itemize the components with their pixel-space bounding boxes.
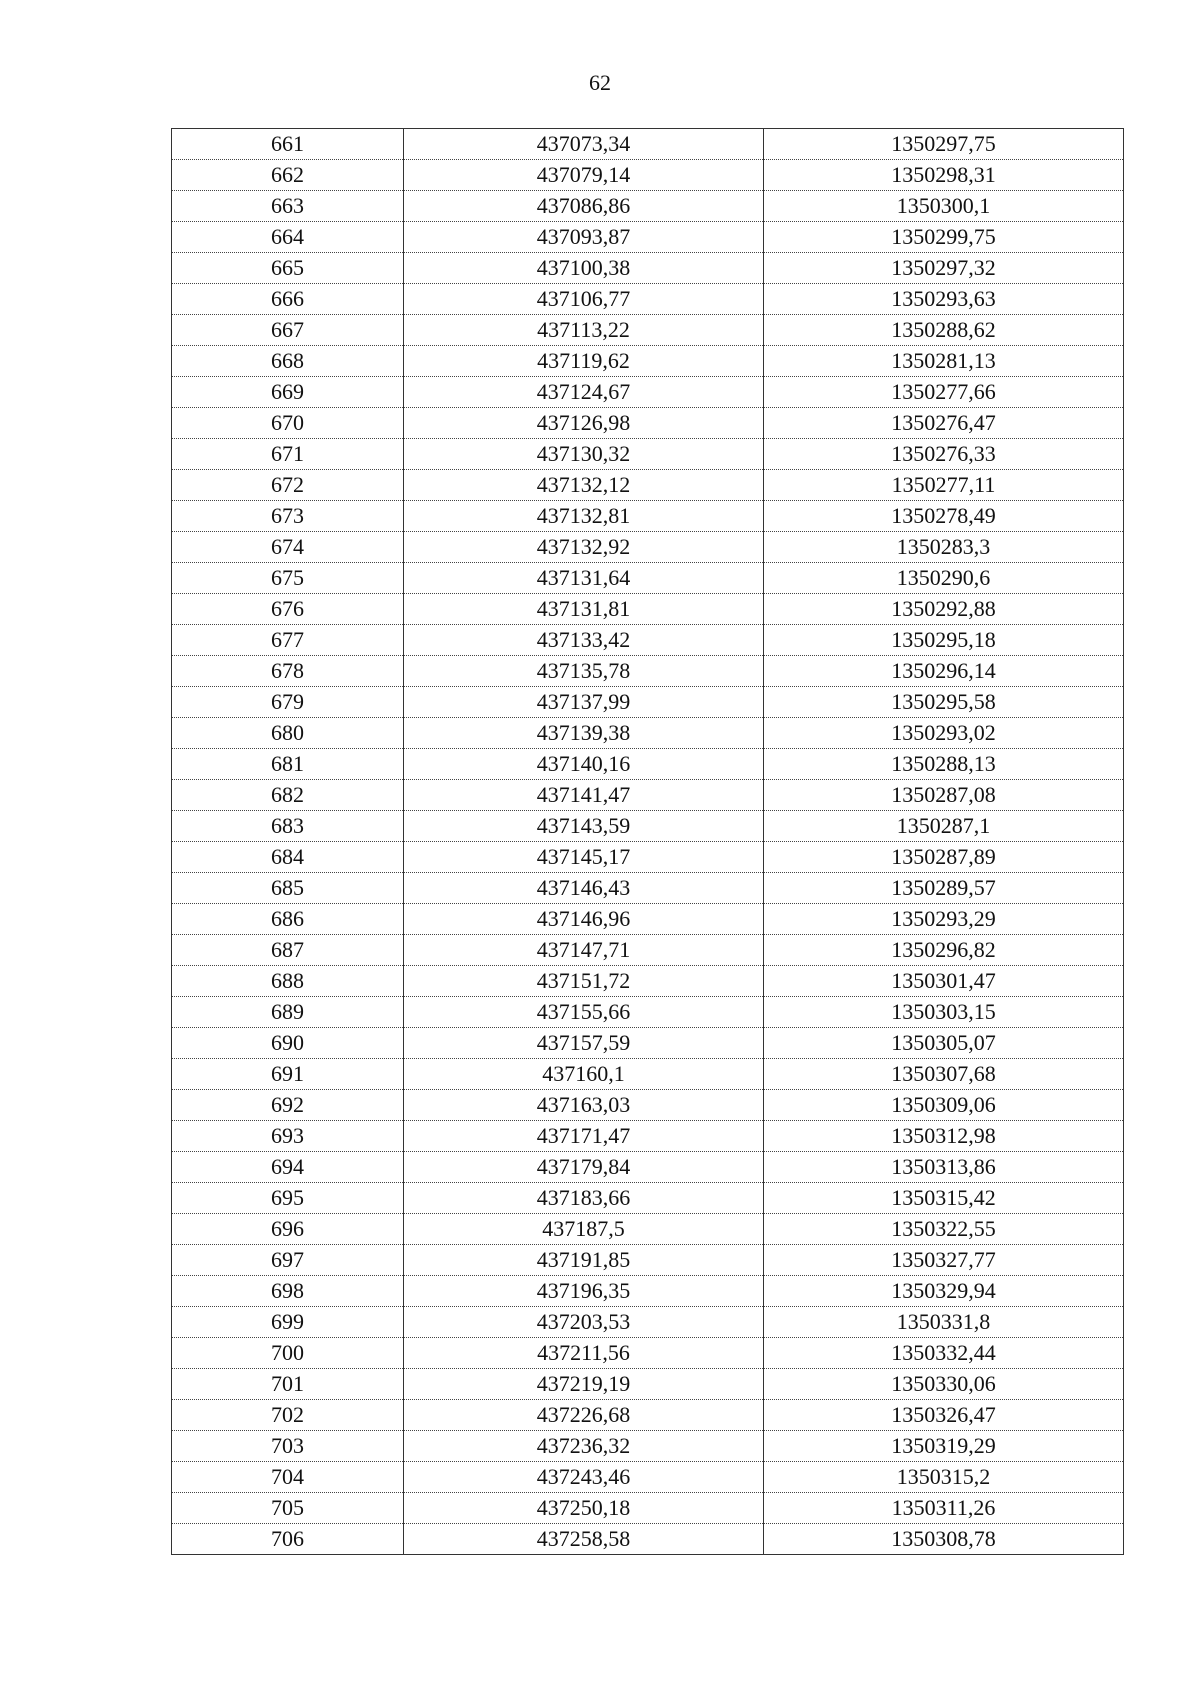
x-coordinate-cell: 437250,18 <box>404 1493 764 1524</box>
point-number-cell: 689 <box>172 997 404 1028</box>
table-row <box>172 129 1124 160</box>
table-row <box>172 1307 1124 1338</box>
table-row <box>172 656 1124 687</box>
y-coordinate-cell: 1350288,13 <box>764 749 1124 780</box>
y-coordinate-cell: 1350308,78 <box>764 1524 1124 1555</box>
point-number-cell: 671 <box>172 439 404 470</box>
table-row <box>172 873 1124 904</box>
y-coordinate-cell: 1350331,8 <box>764 1307 1124 1338</box>
point-number-cell: 681 <box>172 749 404 780</box>
table-row <box>172 625 1124 656</box>
table-row <box>172 1121 1124 1152</box>
point-number-cell: 676 <box>172 594 404 625</box>
y-coordinate-cell: 1350329,94 <box>764 1276 1124 1307</box>
x-coordinate-cell: 437137,99 <box>404 687 764 718</box>
table-row <box>172 780 1124 811</box>
y-coordinate-cell: 1350299,75 <box>764 222 1124 253</box>
point-number-cell: 693 <box>172 1121 404 1152</box>
y-coordinate-cell: 1350295,58 <box>764 687 1124 718</box>
table-row <box>172 1462 1124 1493</box>
y-coordinate-cell: 1350332,44 <box>764 1338 1124 1369</box>
table-row <box>172 842 1124 873</box>
y-coordinate-cell: 1350297,32 <box>764 253 1124 284</box>
point-number-cell: 683 <box>172 811 404 842</box>
table-row <box>172 1028 1124 1059</box>
point-number-cell: 678 <box>172 656 404 687</box>
table-row <box>172 408 1124 439</box>
table-row <box>172 377 1124 408</box>
table-row <box>172 191 1124 222</box>
y-coordinate-cell: 1350301,47 <box>764 966 1124 997</box>
x-coordinate-cell: 437140,16 <box>404 749 764 780</box>
y-coordinate-cell: 1350292,88 <box>764 594 1124 625</box>
x-coordinate-cell: 437135,78 <box>404 656 764 687</box>
point-number-cell: 698 <box>172 1276 404 1307</box>
y-coordinate-cell: 1350293,63 <box>764 284 1124 315</box>
y-coordinate-cell: 1350288,62 <box>764 315 1124 346</box>
coordinates-table-body <box>172 129 1124 1555</box>
table-row <box>172 1152 1124 1183</box>
table-row <box>172 160 1124 191</box>
y-coordinate-cell: 1350293,29 <box>764 904 1124 935</box>
table-row <box>172 935 1124 966</box>
point-number-cell: 706 <box>172 1524 404 1555</box>
x-coordinate-cell: 437171,47 <box>404 1121 764 1152</box>
table-row <box>172 346 1124 377</box>
y-coordinate-cell: 1350297,75 <box>764 129 1124 160</box>
x-coordinate-cell: 437130,32 <box>404 439 764 470</box>
x-coordinate-cell: 437146,96 <box>404 904 764 935</box>
table-row <box>172 687 1124 718</box>
y-coordinate-cell: 1350312,98 <box>764 1121 1124 1152</box>
y-coordinate-cell: 1350305,07 <box>764 1028 1124 1059</box>
point-number-cell: 675 <box>172 563 404 594</box>
table-row <box>172 501 1124 532</box>
x-coordinate-cell: 437160,1 <box>404 1059 764 1090</box>
coordinates-table <box>171 128 1124 1555</box>
x-coordinate-cell: 437145,17 <box>404 842 764 873</box>
x-coordinate-cell: 437147,71 <box>404 935 764 966</box>
x-coordinate-cell: 437119,62 <box>404 346 764 377</box>
x-coordinate-cell: 437073,34 <box>404 129 764 160</box>
x-coordinate-cell: 437187,5 <box>404 1214 764 1245</box>
point-number-cell: 701 <box>172 1369 404 1400</box>
x-coordinate-cell: 437093,87 <box>404 222 764 253</box>
table-row <box>172 997 1124 1028</box>
point-number-cell: 665 <box>172 253 404 284</box>
point-number-cell: 668 <box>172 346 404 377</box>
y-coordinate-cell: 1350281,13 <box>764 346 1124 377</box>
point-number-cell: 686 <box>172 904 404 935</box>
x-coordinate-cell: 437131,81 <box>404 594 764 625</box>
y-coordinate-cell: 1350277,11 <box>764 470 1124 501</box>
y-coordinate-cell: 1350277,66 <box>764 377 1124 408</box>
x-coordinate-cell: 437143,59 <box>404 811 764 842</box>
y-coordinate-cell: 1350309,06 <box>764 1090 1124 1121</box>
x-coordinate-cell: 437141,47 <box>404 780 764 811</box>
point-number-cell: 700 <box>172 1338 404 1369</box>
y-coordinate-cell: 1350278,49 <box>764 501 1124 532</box>
table-row <box>172 1059 1124 1090</box>
y-coordinate-cell: 1350283,3 <box>764 532 1124 563</box>
x-coordinate-cell: 437132,12 <box>404 470 764 501</box>
y-coordinate-cell: 1350289,57 <box>764 873 1124 904</box>
table-row <box>172 532 1124 563</box>
point-number-cell: 697 <box>172 1245 404 1276</box>
x-coordinate-cell: 437258,58 <box>404 1524 764 1555</box>
x-coordinate-cell: 437132,81 <box>404 501 764 532</box>
x-coordinate-cell: 437183,66 <box>404 1183 764 1214</box>
x-coordinate-cell: 437191,85 <box>404 1245 764 1276</box>
point-number-cell: 702 <box>172 1400 404 1431</box>
x-coordinate-cell: 437219,19 <box>404 1369 764 1400</box>
table-row <box>172 1214 1124 1245</box>
point-number-cell: 704 <box>172 1462 404 1493</box>
y-coordinate-cell: 1350293,02 <box>764 718 1124 749</box>
x-coordinate-cell: 437163,03 <box>404 1090 764 1121</box>
point-number-cell: 695 <box>172 1183 404 1214</box>
table-row <box>172 1431 1124 1462</box>
page-number: 62 <box>589 70 611 95</box>
x-coordinate-cell: 437124,67 <box>404 377 764 408</box>
point-number-cell: 674 <box>172 532 404 563</box>
x-coordinate-cell: 437236,32 <box>404 1431 764 1462</box>
y-coordinate-cell: 1350298,31 <box>764 160 1124 191</box>
table-row <box>172 1276 1124 1307</box>
point-number-cell: 705 <box>172 1493 404 1524</box>
point-number-cell: 694 <box>172 1152 404 1183</box>
x-coordinate-cell: 437139,38 <box>404 718 764 749</box>
y-coordinate-cell: 1350327,77 <box>764 1245 1124 1276</box>
y-coordinate-cell: 1350287,89 <box>764 842 1124 873</box>
y-coordinate-cell: 1350296,14 <box>764 656 1124 687</box>
x-coordinate-cell: 437132,92 <box>404 532 764 563</box>
y-coordinate-cell: 1350315,2 <box>764 1462 1124 1493</box>
table-row <box>172 1369 1124 1400</box>
table-row <box>172 222 1124 253</box>
point-number-cell: 696 <box>172 1214 404 1245</box>
table-row <box>172 253 1124 284</box>
y-coordinate-cell: 1350326,47 <box>764 1400 1124 1431</box>
x-coordinate-cell: 437079,14 <box>404 160 764 191</box>
table-row <box>172 749 1124 780</box>
y-coordinate-cell: 1350319,29 <box>764 1431 1124 1462</box>
point-number-cell: 684 <box>172 842 404 873</box>
y-coordinate-cell: 1350295,18 <box>764 625 1124 656</box>
x-coordinate-cell: 437155,66 <box>404 997 764 1028</box>
x-coordinate-cell: 437203,53 <box>404 1307 764 1338</box>
table-row <box>172 284 1124 315</box>
table-row <box>172 594 1124 625</box>
table-row <box>172 1493 1124 1524</box>
x-coordinate-cell: 437131,64 <box>404 563 764 594</box>
y-coordinate-cell: 1350287,08 <box>764 780 1124 811</box>
y-coordinate-cell: 1350300,1 <box>764 191 1124 222</box>
point-number-cell: 677 <box>172 625 404 656</box>
point-number-cell: 673 <box>172 501 404 532</box>
point-number-cell: 690 <box>172 1028 404 1059</box>
x-coordinate-cell: 437179,84 <box>404 1152 764 1183</box>
table-row <box>172 563 1124 594</box>
table-row <box>172 315 1124 346</box>
table-row <box>172 718 1124 749</box>
y-coordinate-cell: 1350330,06 <box>764 1369 1124 1400</box>
table-row <box>172 1400 1124 1431</box>
x-coordinate-cell: 437100,38 <box>404 253 764 284</box>
point-number-cell: 687 <box>172 935 404 966</box>
y-coordinate-cell: 1350303,15 <box>764 997 1124 1028</box>
point-number-cell: 661 <box>172 129 404 160</box>
y-coordinate-cell: 1350322,55 <box>764 1214 1124 1245</box>
point-number-cell: 699 <box>172 1307 404 1338</box>
point-number-cell: 664 <box>172 222 404 253</box>
y-coordinate-cell: 1350276,47 <box>764 408 1124 439</box>
point-number-cell: 688 <box>172 966 404 997</box>
table-row <box>172 966 1124 997</box>
point-number-cell: 692 <box>172 1090 404 1121</box>
x-coordinate-cell: 437211,56 <box>404 1338 764 1369</box>
y-coordinate-cell: 1350287,1 <box>764 811 1124 842</box>
point-number-cell: 669 <box>172 377 404 408</box>
table-row <box>172 1524 1124 1555</box>
y-coordinate-cell: 1350311,26 <box>764 1493 1124 1524</box>
point-number-cell: 672 <box>172 470 404 501</box>
table-row <box>172 439 1124 470</box>
x-coordinate-cell: 437196,35 <box>404 1276 764 1307</box>
y-coordinate-cell: 1350307,68 <box>764 1059 1124 1090</box>
y-coordinate-cell: 1350315,42 <box>764 1183 1124 1214</box>
point-number-cell: 667 <box>172 315 404 346</box>
x-coordinate-cell: 437243,46 <box>404 1462 764 1493</box>
x-coordinate-cell: 437133,42 <box>404 625 764 656</box>
y-coordinate-cell: 1350296,82 <box>764 935 1124 966</box>
point-number-cell: 691 <box>172 1059 404 1090</box>
y-coordinate-cell: 1350290,6 <box>764 563 1124 594</box>
point-number-cell: 663 <box>172 191 404 222</box>
table-row <box>172 1090 1124 1121</box>
y-coordinate-cell: 1350313,86 <box>764 1152 1124 1183</box>
point-number-cell: 703 <box>172 1431 404 1462</box>
table-row <box>172 904 1124 935</box>
table-row <box>172 470 1124 501</box>
point-number-cell: 666 <box>172 284 404 315</box>
x-coordinate-cell: 437126,98 <box>404 408 764 439</box>
x-coordinate-cell: 437226,68 <box>404 1400 764 1431</box>
table-row <box>172 1338 1124 1369</box>
x-coordinate-cell: 437151,72 <box>404 966 764 997</box>
point-number-cell: 680 <box>172 718 404 749</box>
x-coordinate-cell: 437106,77 <box>404 284 764 315</box>
point-number-cell: 685 <box>172 873 404 904</box>
x-coordinate-cell: 437086,86 <box>404 191 764 222</box>
table-row <box>172 1183 1124 1214</box>
table-row <box>172 1245 1124 1276</box>
x-coordinate-cell: 437146,43 <box>404 873 764 904</box>
x-coordinate-cell: 437113,22 <box>404 315 764 346</box>
y-coordinate-cell: 1350276,33 <box>764 439 1124 470</box>
table-row <box>172 811 1124 842</box>
point-number-cell: 670 <box>172 408 404 439</box>
point-number-cell: 682 <box>172 780 404 811</box>
point-number-cell: 679 <box>172 687 404 718</box>
x-coordinate-cell: 437157,59 <box>404 1028 764 1059</box>
point-number-cell: 662 <box>172 160 404 191</box>
